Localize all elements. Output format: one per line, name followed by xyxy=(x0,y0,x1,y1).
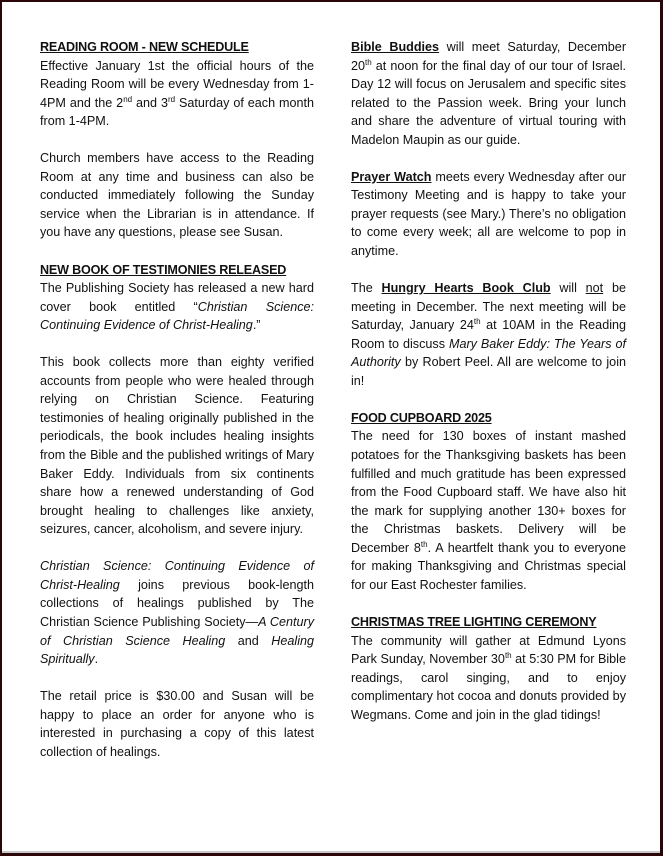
text-run: joins previous book-length collections of healings published by The Christian Science Publishing Society— xyxy=(40,577,314,629)
new-book-heading: NEW BOOK OF TESTIMONIES RELEASED xyxy=(40,262,287,277)
reading-room-access: Church members have access to the Reading Room at any time and business can also be conducted immediately following the Sunday service when the Librarian is in attendance. If you have any questions, please see Susan. xyxy=(40,151,314,240)
left-column xyxy=(40,38,314,761)
new-book-section xyxy=(40,261,314,762)
text-run: at 10AM in the Reading Room to discuss xyxy=(351,318,626,351)
superscript: th xyxy=(473,317,481,327)
book-title: Healing Spiritually xyxy=(40,633,315,667)
food-cupboard-text xyxy=(351,427,626,594)
superscript: rd xyxy=(167,94,176,104)
book-title: A Century of Christian Science Healing xyxy=(40,614,315,648)
new-book-collections xyxy=(40,557,314,668)
text-run: and xyxy=(225,633,272,648)
book-club-item xyxy=(351,279,626,390)
tree-lighting-section xyxy=(351,613,626,724)
text-run: will xyxy=(550,281,586,296)
superscript: th xyxy=(365,57,372,67)
text-run: The Publishing Society has released a new hard cover book entitled “ xyxy=(40,281,314,314)
new-book-intro xyxy=(40,279,314,335)
text-run: will meet Saturday, December 20 xyxy=(351,40,627,73)
book-title: Mary Baker Eddy: The Years of Authority xyxy=(351,336,626,370)
new-book-price: The retail price is $30.00 and Susan will be happy to place an order for anyone who is interested in purchasing a copy of this latest collection of healings. xyxy=(40,689,314,759)
book-title: Christian Science: Continuing Evidence of Christ-Healing xyxy=(40,559,314,592)
text-run: at noon for the final day of our tour of Israel. Day 12 will focus on Jerusalem and specific sites related to the Passion week. Bring your lunch and share the adventure of virtual touring with Madelon Maupin as our guide. xyxy=(351,58,626,147)
tree-lighting-text xyxy=(351,632,626,725)
text-run: Effective January 1st the official hours of the Reading Room will be every Wednesday from 1-4PM and the 2 xyxy=(40,58,314,110)
emphasis-not: not xyxy=(585,281,604,296)
text-run: .” xyxy=(252,318,261,333)
text-run: and 3 xyxy=(132,95,168,110)
bible-buddies-item xyxy=(351,38,626,149)
food-cupboard-section xyxy=(351,409,626,594)
book-club-label: Hungry Hearts Book Club xyxy=(381,281,551,296)
text-run: be meeting in December. The next meeting will be Saturday, January 24 xyxy=(351,281,626,333)
reading-room-heading: READING ROOM - NEW SCHEDULE xyxy=(40,40,249,54)
superscript: th xyxy=(504,651,512,661)
prayer-watch-label: Prayer Watch xyxy=(351,169,432,184)
text-run: . xyxy=(94,652,99,667)
new-book-description: This book collects more than eighty verified accounts from people who were healed through relying on Christian Science. Featuring testimonies of healing originally published in the periodicals, the book includes healing insights from the Bible and the published writings of Mary Baker Eddy. Individuals from six continents share how a renewed understanding of God brought healing to challenges like anxiety, seizures, cancer, alcoholism, and severe injury. xyxy=(40,355,314,537)
book-title: Christian Science: Continuing Evidence of Christ-Healing xyxy=(40,299,315,333)
superscript: th xyxy=(420,539,428,549)
text-run: The need for 130 boxes of instant mashed potatoes for the Thanksgiving baskets has been fulfilled and much gratitude has been expressed from the Food Cupboard staff. We have also hit the mark for supplying another 130+ boxes for the Christmas baskets. Delivery will be December 8 xyxy=(351,429,626,555)
reading-room-section xyxy=(40,38,314,242)
text-run: by Robert Peel. All are welcome to join in! xyxy=(351,355,626,388)
food-cupboard-heading: FOOD CUPBOARD 2025 xyxy=(351,410,492,425)
text-run: at 5:30 PM for Bible readings, carol singing, and to enjoy complimentary hot cocoa and donuts provided by Wegmans. Come and join in the glad tidings! xyxy=(351,652,626,722)
text-run: Saturday of each month from 1-4PM. xyxy=(40,95,315,129)
text-run: . A heartfelt thank you to everyone for making Thanksgiving and Christmas special for our East Rochester families. xyxy=(351,540,626,592)
text-run: The xyxy=(351,281,382,296)
reading-room-hours xyxy=(40,57,314,131)
right-column xyxy=(351,38,626,724)
tree-lighting-heading: CHRISTMAS TREE LIGHTING CEREMONY xyxy=(351,614,597,629)
text-run: The community will gather at Edmund Lyons Park Sunday, November 30 xyxy=(351,633,626,667)
text-run: meets every Wednesday after our Testimony Meeting and is happy to take your prayer requests (see Mary.) There’s no obligation to come every week; all are welcome to pop in anytime. xyxy=(351,169,627,259)
superscript: nd xyxy=(123,94,133,104)
bible-buddies-label: Bible Buddies xyxy=(351,40,440,54)
prayer-watch-item xyxy=(351,168,626,261)
